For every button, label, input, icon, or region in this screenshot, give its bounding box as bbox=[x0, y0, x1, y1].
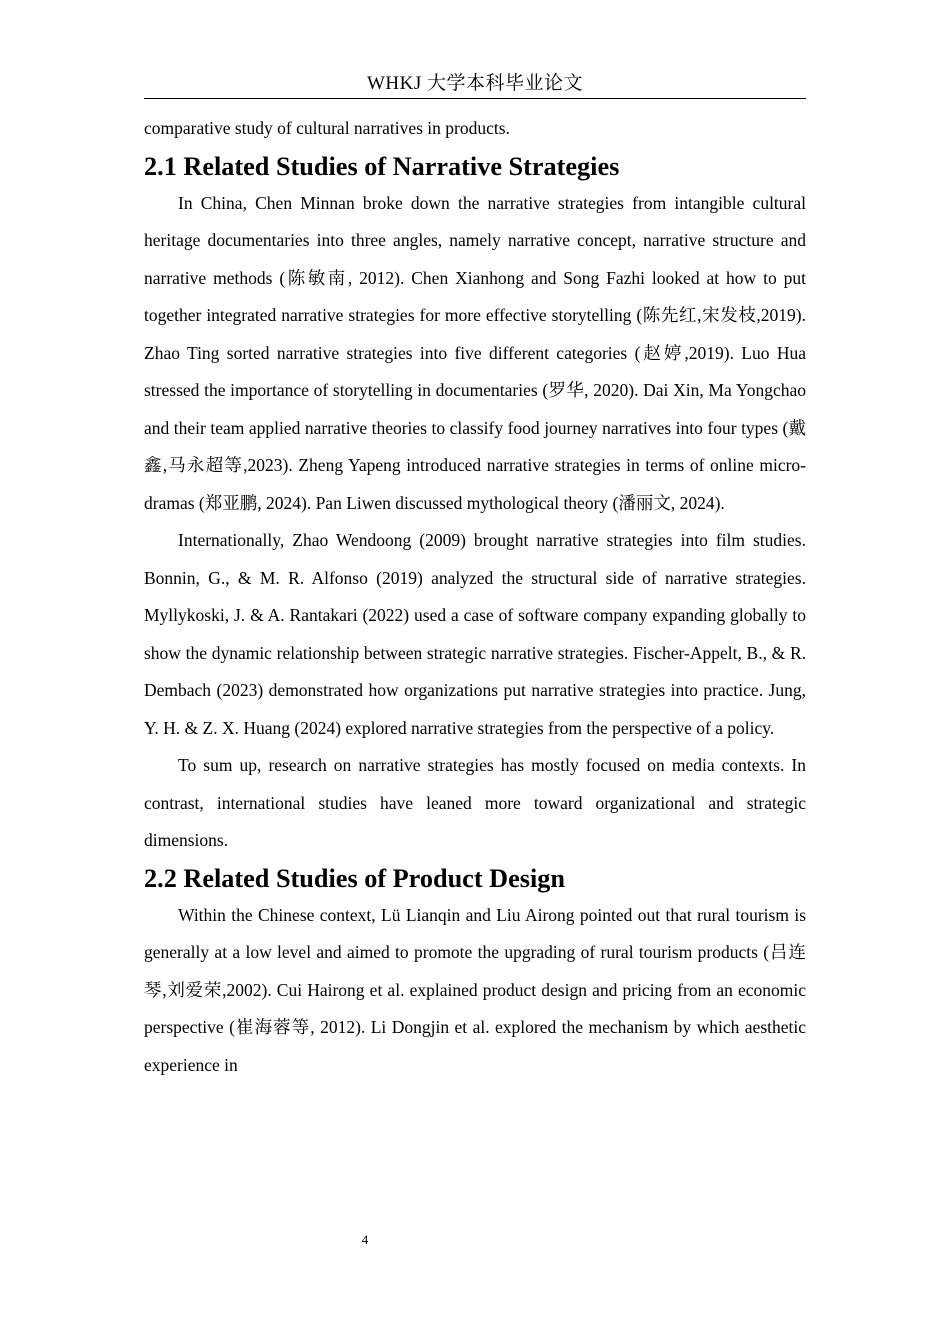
section-heading-related-studies-product-design: 2.2 Related Studies of Product Design bbox=[144, 863, 565, 893]
page-body bbox=[144, 110, 806, 1084]
paragraph-chinese-product-design-studies: Within the Chinese context, Lü Lianqin and Liu Airong pointed out that rural tourism is generally at a low level and aimed to promote the upgrading of rural tourism products (吕连琴,刘爱荣,2002). Cui Hairong et al. explained product design and pricing from an economic perspective (崔海蓉等, 2012). Li Dongjin et al. explored the mechanism by which aesthetic experience in bbox=[144, 904, 806, 1075]
paragraph-china-narrative-studies: In China, Chen Minnan broke down the narrative strategies from intangible cultural heritage documentaries into three angles, namely narrative concept, narrative structure and narrative methods (陈敏南, 2012). Chen Xianhong and Song Fazhi looked at how to put together integrated narrative strategies for more effective storytelling (陈先红,宋发枝,2019). Zhao Ting sorted narrative strategies into five different categories (赵婷,2019). Luo Hua stressed the importance of storytelling in documentaries (罗华, 2020). Dai Xin, Ma Yongchao and their team applied narrative theories to classify food journey narratives into four types (戴鑫,马永超等,2023). Zheng Yapeng introduced narrative strategies in terms of online micro-dramas (郑亚鹏, 2024). Pan Liwen discussed mythological theory (潘丽文, 2024). bbox=[144, 192, 806, 513]
page-header: WHKJ 大学本科毕业论文 bbox=[366, 73, 584, 94]
page-number: 4 bbox=[361, 1232, 369, 1247]
paragraph-international-narrative-studies: Internationally, Zhao Wendoong (2009) brought narrative strategies into film studies. Bonnin, G., & M. R. Alfonso (2019) analyzed the structural side of narrative strategies. Myllykoski, J. & A. Rantakari (2022) used a case of software company expanding globally to show the dynamic relationship between strategic narrative strategies. Fischer-Appelt, B., & R. Dembach (2023) demonstrated how organizations put narrative strategies into practice. Jung, Y. H. & Z. X. Huang (2024) explored narrative strategies from the perspective of a policy. bbox=[144, 530, 806, 738]
header-rule bbox=[144, 98, 806, 99]
paragraph-narrative-summary: To sum up, research on narrative strategies has mostly focused on media contexts. In contrast, international studies have leaned more toward organizational and strategic dimensions. bbox=[144, 755, 806, 850]
section-heading-related-studies-narrative: 2.1 Related Studies of Narrative Strategies bbox=[144, 151, 620, 181]
continuation-text: comparative study of cultural narratives in products. bbox=[144, 118, 510, 138]
